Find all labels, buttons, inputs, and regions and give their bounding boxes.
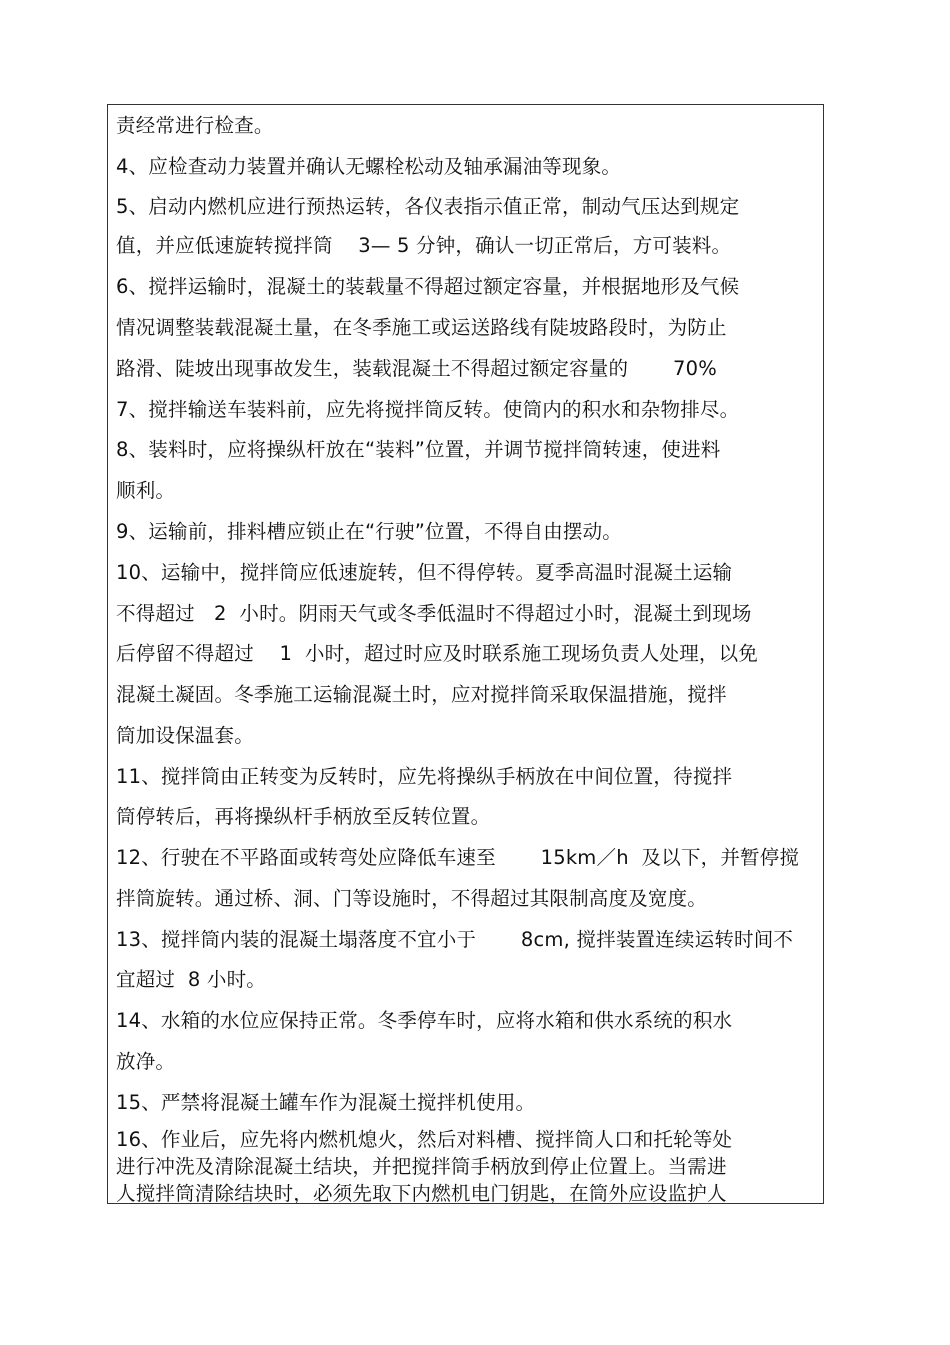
text-line: 顺利。 [116,479,176,502]
text-line: 不得超过 2 小时。阴雨天气或冬季低温时不得超过小时，混凝土到现场 [116,602,752,625]
text-line: 4、应检查动力装置并确认无螺栓松动及轴承漏油等现象。 [116,155,622,178]
text-line: 5、启动内燃机应进行预热运转，各仪表指示值正常，制动气压达到规定 [116,195,740,218]
text-line: 路滑、陡坡出现事故发生，装载混凝土不得超过额定容量的 70% [116,357,717,380]
text-line: 14、水箱的水位应保持正常。冬季停车时，应将水箱和供水系统的积水 [116,1009,733,1032]
text-line: 进行冲洗及清除混凝土结块，并把搅拌筒手柄放到停止位置上。当需进 [116,1155,727,1178]
text-line: 16、作业后，应先将内燃机熄火，然后对料槽、搅拌筒人口和托轮等处 [116,1128,733,1151]
document-frame [107,104,824,1204]
text-line: 9、运输前，排料槽应锁止在“行驶”位置，不得自由摆动。 [116,520,623,543]
text-line: 混凝土凝固。冬季施工运输混凝土时，应对搅拌筒采取保温措施，搅拌 [116,683,727,706]
text-line: 值，并应低速旋转搅拌筒 3— 5 分钟，确认一切正常后，方可装料。 [116,234,732,257]
text-line: 后停留不得超过 1 小时，超过时应及时联系施工现场负责人处理，以免 [116,642,758,665]
text-line: 筒停转后，再将操纵杆手柄放至反转位置。 [116,805,491,828]
text-line: 放净。 [116,1050,176,1073]
text-line: 责经常进行检查。 [116,114,274,137]
text-line: 12、行驶在不平路面或转弯处应降低车速至 15km／h 及以下，并暂停搅 [116,846,800,869]
text-line: 情况调整装载混凝土量，在冬季施工或运送路线有陡坡路段时，为防止 [116,316,727,339]
text-line: 11、搅拌筒由正转变为反转时，应先将操纵手柄放在中间位置，待搅拌 [116,765,733,788]
text-line: 6、搅拌运输时，混凝土的装载量不得超过额定容量，并根据地形及气候 [116,275,740,298]
text-line: 13、搅拌筒内装的混凝土塌落度不宜小于 8cm, 搅拌装置连续运转时间不 [116,928,794,951]
text-line: 拌筒旋转。通过桥、洞、门等设施时，不得超过其限制高度及宽度。 [116,887,708,910]
text-line: 筒加设保温套。 [116,724,254,747]
text-line: 15、严禁将混凝土罐车作为混凝土搅拌机使用。 [116,1091,536,1114]
text-line: 人搅拌筒清除结块时，必须先取下内燃机电门钥匙，在筒外应设监护人 [116,1182,727,1204]
text-line: 8、装料时，应将操纵杆放在“装料”位置，并调节搅拌筒转速，使进料 [116,438,721,461]
text-line: 10、运输中，搅拌筒应低速旋转，但不得停转。夏季高温时混凝土运输 [116,561,733,584]
text-line: 7、搅拌输送车装料前，应先将搅拌筒反转。使筒内的积水和杂物排尽。 [116,398,740,421]
text-line: 宜超过 8 小时。 [116,968,267,991]
